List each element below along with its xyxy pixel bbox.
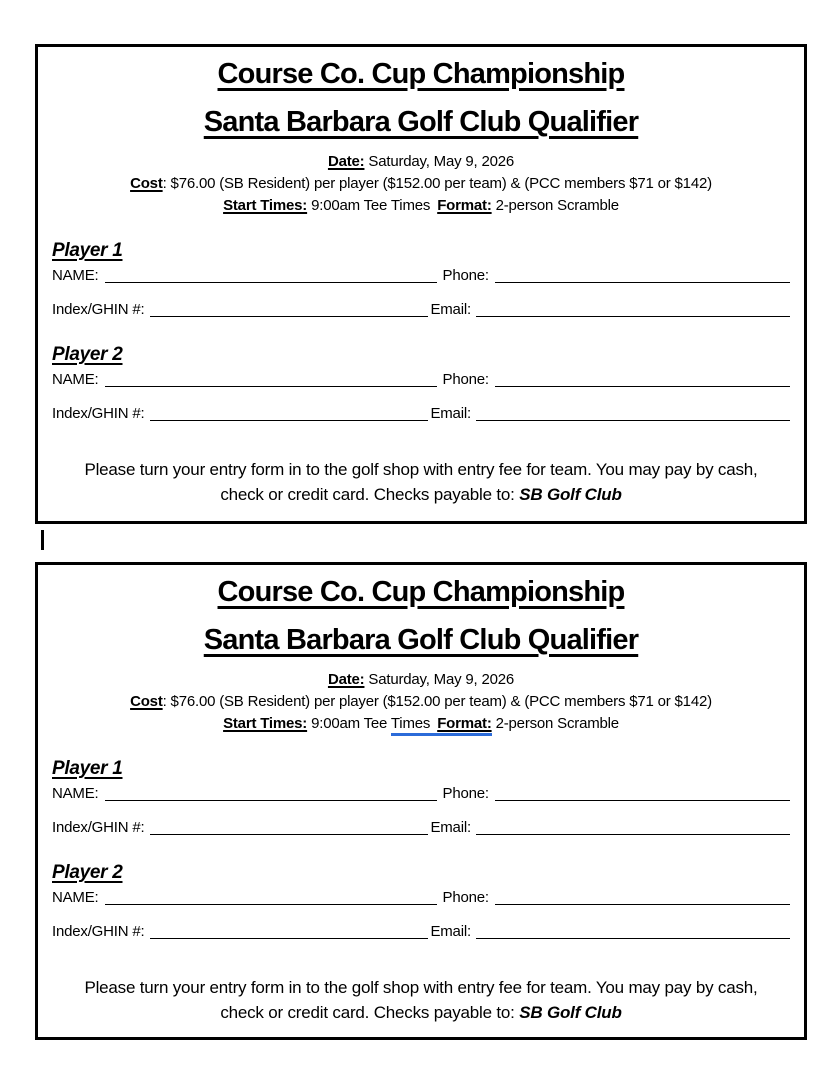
- flagged-word: Times: [390, 197, 431, 214]
- date-value: Saturday, May 9, 2026: [368, 671, 515, 688]
- email-fill-line: [476, 924, 790, 939]
- ghin-email-row: [52, 922, 790, 941]
- cost-line: [52, 173, 790, 195]
- email-label: Email:: [430, 923, 471, 940]
- footer-line1: Please turn your entry form in to the golf shop with entry fee for team. You may pay by cash,: [84, 978, 758, 997]
- player-section-2: [52, 319, 790, 423]
- player-section-1: [52, 735, 790, 837]
- date-line: [52, 151, 790, 173]
- name-label: NAME:: [52, 889, 99, 906]
- format-label: Format:: [437, 715, 492, 732]
- player-heading: Player 1: [52, 758, 123, 779]
- name-phone-row: [52, 888, 790, 907]
- ghin-label: Index/GHIN #:: [52, 819, 145, 836]
- phone-fill-line: [495, 890, 790, 905]
- schedule-line: [52, 713, 790, 735]
- phone-label: Phone:: [442, 267, 489, 284]
- phone-label: Phone:: [442, 889, 489, 906]
- format-value: 2-person Scramble: [495, 197, 619, 214]
- footer-line2: check or credit card. Checks payable to:: [220, 1003, 520, 1022]
- format-value: 2-person Scramble: [495, 715, 619, 732]
- email-fill-line: [476, 406, 790, 421]
- ghin-email-row: [52, 300, 790, 319]
- ghin-email-row: [52, 818, 790, 837]
- entry-form-copy-1: [35, 44, 807, 524]
- date-value: Saturday, May 9, 2026: [368, 153, 515, 170]
- player-heading: Player 1: [52, 240, 123, 261]
- date-line: [52, 669, 790, 691]
- phone-label: Phone:: [442, 785, 489, 802]
- phone-fill-line: [495, 372, 790, 387]
- flagged-word: Times: [390, 715, 431, 732]
- name-fill-line: [105, 268, 437, 283]
- footer-line2: check or credit card. Checks payable to:: [220, 485, 520, 504]
- name-phone-row: [52, 266, 790, 285]
- start-times-label: Start Times:: [223, 715, 308, 732]
- email-label: Email:: [430, 405, 471, 422]
- name-label: NAME:: [52, 267, 99, 284]
- form-title-line2: Santa Barbara Golf Club Qualifier: [203, 106, 639, 138]
- schedule-line: [52, 195, 790, 217]
- footer-payee: SB Golf Club: [519, 485, 622, 504]
- date-label: Date:: [327, 153, 365, 170]
- cost-label: Cost: [130, 175, 163, 192]
- name-label: NAME:: [52, 785, 99, 802]
- start-times-value: 9:00am Tee: [311, 197, 388, 214]
- phone-label: Phone:: [442, 371, 489, 388]
- player-section-2: [52, 837, 790, 941]
- form-title-line1: Course Co. Cup Championship: [217, 58, 625, 90]
- email-fill-line: [476, 820, 790, 835]
- form-title-line2: Santa Barbara Golf Club Qualifier: [203, 624, 639, 656]
- footer-line1: Please turn your entry form in to the golf shop with entry fee for team. You may pay by cash,: [84, 460, 758, 479]
- name-fill-line: [105, 786, 437, 801]
- start-times-value: 9:00am Tee: [311, 715, 388, 732]
- player-heading: Player 2: [52, 862, 123, 883]
- footer-note: [52, 457, 790, 507]
- name-phone-row: [52, 784, 790, 803]
- footer-payee: SB Golf Club: [519, 1003, 622, 1022]
- name-phone-row: [52, 370, 790, 389]
- text-cursor: [41, 530, 44, 550]
- ghin-fill-line: [150, 924, 428, 939]
- ghin-fill-line: [150, 820, 428, 835]
- footer-note: [52, 975, 790, 1025]
- cost-value: : $76.00 (SB Resident) per player ($152.00 per team) & (PCC members $71 or $142): [162, 175, 712, 192]
- email-label: Email:: [430, 819, 471, 836]
- ghin-label: Index/GHIN #:: [52, 301, 145, 318]
- email-fill-line: [476, 302, 790, 317]
- player-section-1: [52, 217, 790, 319]
- phone-fill-line: [495, 786, 790, 801]
- email-label: Email:: [430, 301, 471, 318]
- ghin-label: Index/GHIN #:: [52, 405, 145, 422]
- grammar-flag-span: [391, 715, 492, 736]
- player-heading: Player 2: [52, 344, 123, 365]
- cost-label: Cost: [130, 693, 163, 710]
- ghin-fill-line: [150, 406, 428, 421]
- ghin-fill-line: [150, 302, 428, 317]
- name-fill-line: [105, 372, 437, 387]
- form-title-line1: Course Co. Cup Championship: [217, 576, 625, 608]
- entry-form-copy-2: [35, 562, 807, 1040]
- cost-line: [52, 691, 790, 713]
- start-times-label: Start Times:: [223, 197, 308, 214]
- grammar-flag-span: [391, 197, 492, 215]
- format-label: Format:: [437, 197, 492, 214]
- date-label: Date:: [327, 671, 365, 688]
- phone-fill-line: [495, 268, 790, 283]
- ghin-label: Index/GHIN #:: [52, 923, 145, 940]
- name-label: NAME:: [52, 371, 99, 388]
- ghin-email-row: [52, 404, 790, 423]
- name-fill-line: [105, 890, 437, 905]
- cost-value: : $76.00 (SB Resident) per player ($152.00 per team) & (PCC members $71 or $142): [162, 693, 712, 710]
